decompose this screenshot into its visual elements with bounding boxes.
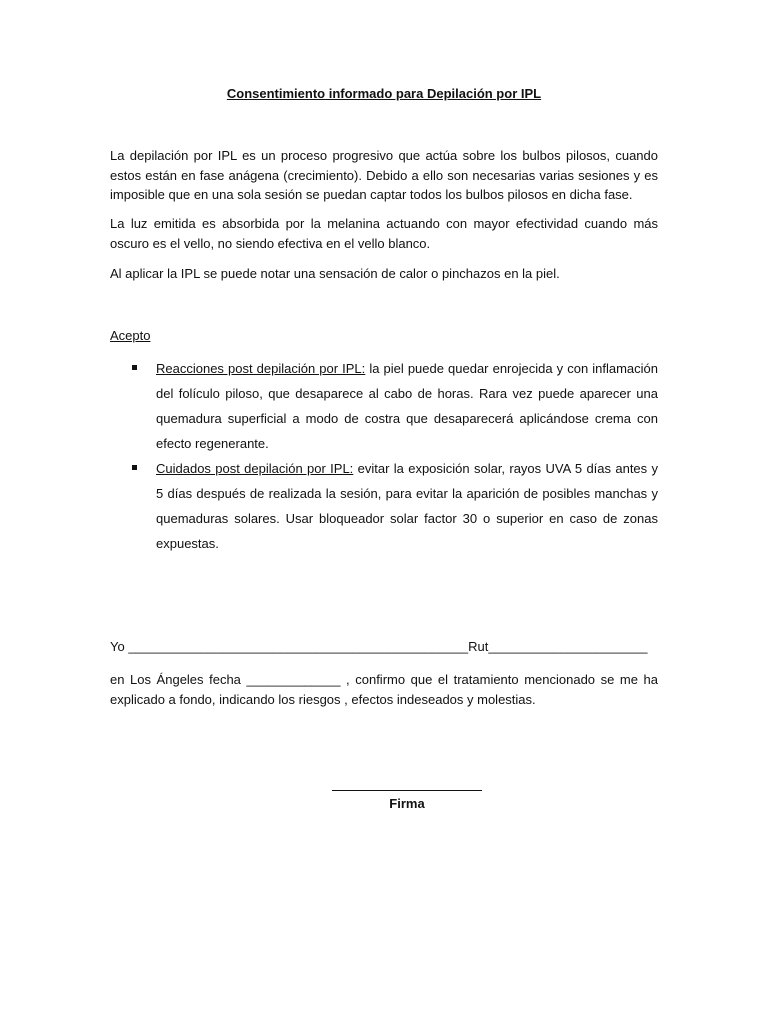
name-rut-line: Yo _______________________________________________Rut______________________ xyxy=(110,639,648,654)
square-bullet-icon xyxy=(132,465,137,470)
paragraph-sensation: Al aplicar la IPL se puede notar una sensación de calor o pinchazos en la piel. xyxy=(110,266,560,281)
document-title: Consentimiento informado para Depilación por IPL xyxy=(226,86,542,101)
bullet-heading: Cuidados post depilación por IPL: xyxy=(156,461,354,476)
paragraph-light-absorption: La luz emitida es absorbida por la melanina actuando con mayor efectividad cuando más oscuro es el vello, no siendo efectiva en el vello blanco. xyxy=(110,216,658,251)
signature-label: Firma xyxy=(389,796,425,811)
bullet-text: evitar la exposición solar, rayos UVA 5 días antes y 5 días después de realizada la sesión, para evitar la aparición de posibles manchas y quemaduras solares. Usar bloqueador solar factor 30 o superior en caso de zonas expuestas. xyxy=(156,461,658,551)
square-bullet-icon xyxy=(132,365,137,370)
paragraph-ipl-process: La depilación por IPL es un proceso progresivo que actúa sobre los bulbos pilosos, cuando estos están en fase anágena (crecimiento). Debido a ello son necesarias varias sesiones y es imposible que en una sola sesión se puedan captar todos los bulbos pilosos en dicha fase. xyxy=(110,148,658,202)
bullet-list xyxy=(110,356,658,556)
acepto-heading: Acepto xyxy=(110,328,151,343)
bullet-item-cuidados xyxy=(110,456,658,556)
bullet-text: la piel puede quedar enrojecida y con inflamación del folículo piloso, que desaparece al cabo de horas. Rara vez puede aparecer una quemadura superficial a modo de costra que desaparecerá aplicándose crema con efecto regenerante. xyxy=(156,361,658,451)
bullet-item-reacciones xyxy=(110,356,658,456)
bullet-heading: Reacciones post depilación por IPL: xyxy=(156,361,366,376)
signature-line xyxy=(332,778,482,791)
consent-statement: en Los Ángeles fecha _____________ , confirmo que el tratamiento mencionado se me ha explicado a fondo, indicando los riesgos , efectos indeseados y molestias. xyxy=(110,672,658,707)
